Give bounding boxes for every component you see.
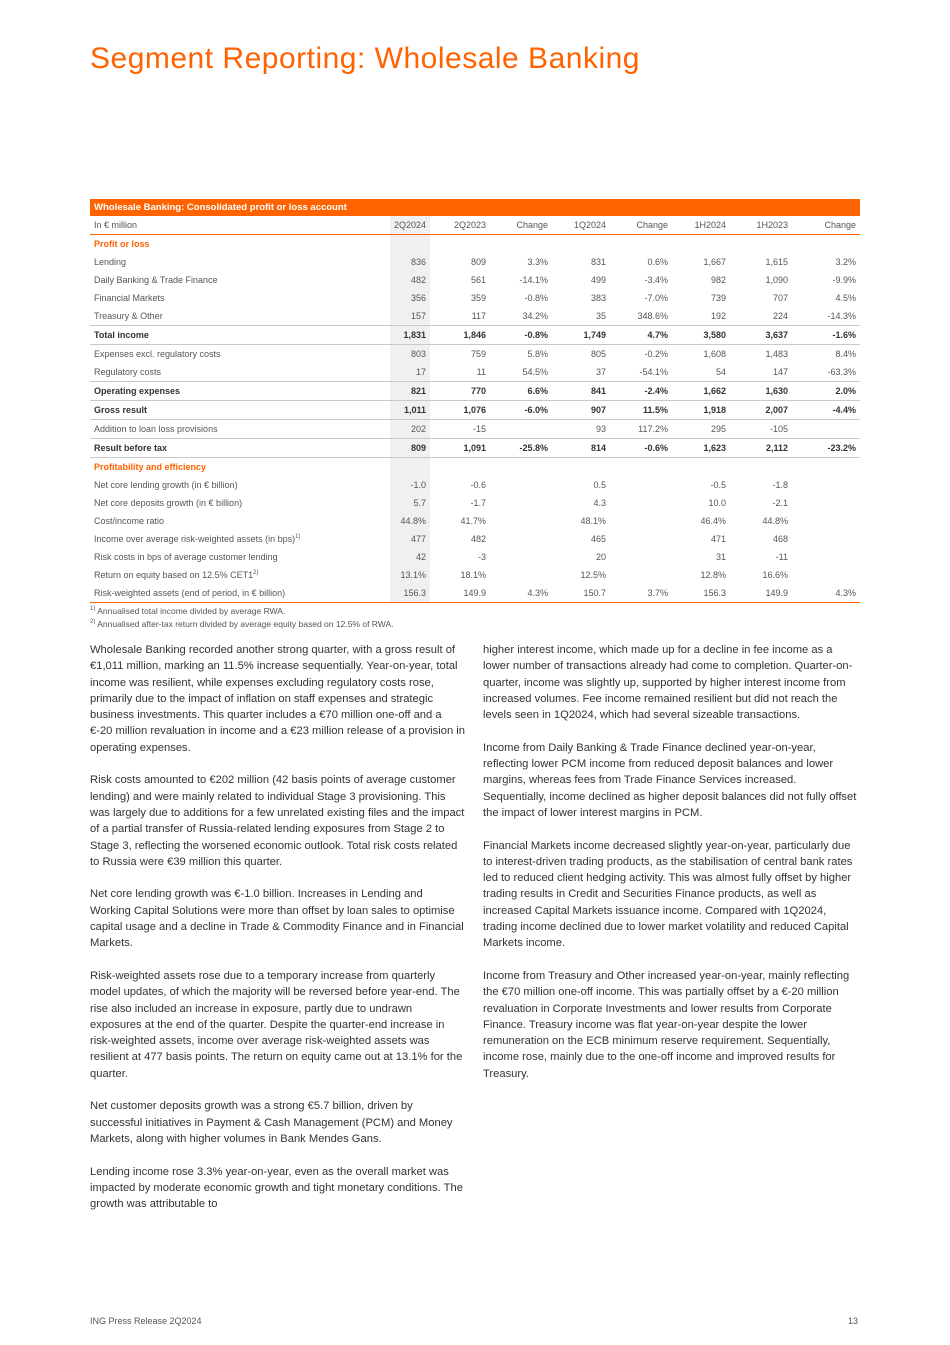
cell: 1,846 xyxy=(430,326,490,345)
cell xyxy=(610,476,672,494)
row-label: Net core deposits growth (in € billion) xyxy=(94,498,243,508)
cell: 1,749 xyxy=(552,326,610,345)
table-row xyxy=(90,530,860,548)
cell: 1,483 xyxy=(730,345,792,364)
paragraph: Risk-weighted assets rose due to a temporary increase from quarterly model updates, of which the majority will be reversed before year-end. The rise also included an increase in exposure, partly due to undrawn exposures at the end of the quarter. Despite the quarter-end increase in risk-weighted assets, income over average risk-weighted assets was resilient at 477 basis points. The return on equity came out at 13.1% for the quarter. xyxy=(90,969,463,1080)
cell: -9.9% xyxy=(832,275,856,285)
cell: 156.3 xyxy=(390,584,430,603)
cell: 356 xyxy=(390,289,430,307)
cell: 465 xyxy=(590,534,606,544)
cell: 841 xyxy=(552,382,610,401)
table-row xyxy=(90,307,860,326)
table-row xyxy=(90,271,860,289)
paragraph: higher interest income, which made up for a decline in fee income as a lower number of transactions already had come to completion. Quarter-on-quarter, income was slightly up, supported by higher interest income from increased volumes. Fee income remained resilient but did not reach the levels seen in 1Q2024, which had several sizeable transactions. xyxy=(483,644,853,722)
table-row xyxy=(90,253,860,271)
cell: 3.3% xyxy=(527,257,548,267)
footnote xyxy=(90,617,860,630)
cell: 805 xyxy=(552,345,610,364)
table-row-total xyxy=(90,326,860,345)
cell: 1,623 xyxy=(672,439,730,458)
cell: 1,615 xyxy=(765,257,788,267)
column-header: 1Q2024 xyxy=(552,216,610,235)
cell: 41.7% xyxy=(460,516,486,526)
cell: 482 xyxy=(390,271,430,289)
cell xyxy=(792,530,860,548)
paragraph: Income from Treasury and Other increased year-on-year, mainly reflecting the €70 million one-off income. This was partially offset by a €-20 million revaluation in Corporate Investments and lower results from Corporate Finance. Treasury income was flat year-on-year despite the lower remuneration on the ECB minimum reserve requirement. Sequentially, income rose, mainly due to the one-off income and improved results for Treasury. xyxy=(483,969,850,1080)
cell xyxy=(490,566,552,584)
row-label: Financial Markets xyxy=(94,293,165,303)
page-number: 13 xyxy=(847,1316,858,1326)
cell: -0.8% xyxy=(524,293,548,303)
cell xyxy=(610,530,672,548)
cell: 809 xyxy=(470,257,486,267)
cell xyxy=(792,476,860,494)
cell: 44.8% xyxy=(762,516,788,526)
cell: 3,637 xyxy=(730,326,792,345)
cell: 468 xyxy=(772,534,788,544)
page-title: Segment Reporting: Wholesale Banking xyxy=(90,42,640,75)
cell: 4.3% xyxy=(792,584,860,603)
paragraph: Financial Markets income decreased slightly year-on-year, particularly due to interest-driven trading products, as the stabilisation of central bank rates led to reduced client hedging activity. This was almost fully offset by higher trading results in Credit and Securities Finance products, as well as increased Capital Markets issuance income. Compared with 1Q2024, trading income declined due to lower market volatility and reduced Capital Markets income. xyxy=(483,839,853,950)
cell xyxy=(610,548,672,566)
cell: -2.4% xyxy=(610,382,672,401)
cell: 117 xyxy=(471,311,486,321)
cell: 1,608 xyxy=(672,345,730,364)
column-header: Change xyxy=(490,216,552,235)
table-title: Wholesale Banking: Consolidated profit or loss account xyxy=(90,199,860,216)
cell: -0.6 xyxy=(470,480,486,490)
cell: -1.7 xyxy=(470,498,486,508)
row-label: Operating expenses xyxy=(90,382,390,401)
column-header: Change xyxy=(610,216,672,235)
cell: 499 xyxy=(590,275,606,285)
cell: 37 xyxy=(595,367,606,377)
cell: 1,076 xyxy=(430,401,490,420)
paragraph: Net core lending growth was €-1.0 billion. Increases in Lending and Working Capital Solutions were more than offset by loan sales to optimise capital usage and a decline in Trade & Commodity Finance and in Financial Markets. xyxy=(90,888,464,950)
cell: 4.3 xyxy=(593,498,606,508)
cell xyxy=(792,548,860,566)
row-label: Net core lending growth (in € billion) xyxy=(94,480,238,490)
cell: 1,091 xyxy=(430,439,490,458)
cell: 149.9 xyxy=(730,584,792,603)
cell: 11 xyxy=(476,367,486,377)
cell: 707 xyxy=(772,293,788,303)
row-label: Lending xyxy=(94,257,127,267)
cell: 4.7% xyxy=(610,326,672,345)
footnote-text: Annualised after-tax return divided by average equity based on 12.5% of RWA. xyxy=(97,618,394,629)
cell: 20 xyxy=(595,552,606,562)
cell: 147 xyxy=(772,367,788,377)
footnote-marker: 2) xyxy=(253,570,259,576)
cell: -23.2% xyxy=(792,439,860,458)
column-header: Change xyxy=(792,216,860,235)
paragraph: Risk costs amounted to €202 million (42 basis points of average customer lending) and were mainly related to individual Stage 3 provisioning. This was largely due to additions for a few unrelated existing files and the impact of a partial transfer of Russia-related lending exposures from Stage 2 to Stage 3, reflecting the worsened economic outlook. Total risk costs related to Russia were €39 million this quarter. xyxy=(90,774,465,868)
cell: 6.6% xyxy=(490,382,552,401)
cell: 295 xyxy=(672,420,730,439)
column-header: In € million xyxy=(90,216,390,235)
cell: 35 xyxy=(595,311,606,321)
cell: 156.3 xyxy=(672,584,730,603)
cell: -63.3% xyxy=(827,367,856,377)
cell: 770 xyxy=(430,382,490,401)
cell: 803 xyxy=(390,345,430,364)
cell: 809 xyxy=(390,439,430,458)
cell: 17 xyxy=(390,363,430,382)
cell: -3 xyxy=(477,552,486,562)
cell: -0.2% xyxy=(610,345,672,364)
cell: 759 xyxy=(430,345,490,364)
cell: 5.8% xyxy=(490,345,552,364)
table-row xyxy=(90,548,860,566)
cell: 54 xyxy=(715,367,726,377)
cell: 2,112 xyxy=(730,439,792,458)
row-label xyxy=(90,566,390,584)
cell: -2.1 xyxy=(772,498,788,508)
cell xyxy=(490,476,552,494)
table-row xyxy=(90,289,860,307)
cell: -25.8% xyxy=(490,439,552,458)
table-row-total xyxy=(90,439,860,458)
row-label: Gross result xyxy=(90,401,390,420)
table-row xyxy=(90,566,860,584)
cell xyxy=(792,494,860,512)
cell: -15 xyxy=(430,420,490,439)
table-row xyxy=(90,494,860,512)
table-row xyxy=(90,420,860,439)
cell: 982 xyxy=(710,275,726,285)
table-row xyxy=(90,476,860,494)
paragraph: Net customer deposits growth was a strong €5.7 billion, driven by successful initiatives in Payment & Cash Management (PCM) and Money Markets, along with higher volumes in Bank Mendes Gans. xyxy=(90,1100,453,1145)
cell: -105 xyxy=(730,420,792,439)
cell: 31 xyxy=(715,552,726,562)
cell xyxy=(792,566,860,584)
footnote-marker: 1) xyxy=(90,606,96,612)
cell: -1.6% xyxy=(792,326,860,345)
cell: 8.4% xyxy=(792,345,860,364)
cell: -3.4% xyxy=(644,275,668,285)
section-row xyxy=(90,235,860,254)
cell: 18.1% xyxy=(460,570,486,580)
cell: 348.6% xyxy=(637,311,668,321)
cell xyxy=(490,494,552,512)
paragraph: Income from Daily Banking & Trade Finance declined year-on-year, reflecting lower PCM income from reduced deposit balances and lower margins, whereas fees from Trade Finance Services increased. Sequentially, income declined as higher deposit balances did not fully offset the impact of lower interest margins in PCM. xyxy=(483,741,857,819)
cell: 383 xyxy=(590,293,606,303)
cell: -54.1% xyxy=(639,367,668,377)
cell: 1,831 xyxy=(390,326,430,345)
cell: -1.8 xyxy=(772,480,788,490)
cell: 202 xyxy=(390,420,430,439)
row-label: Cost/income ratio xyxy=(94,516,165,526)
cell: 2,007 xyxy=(730,401,792,420)
cell: 359 xyxy=(470,293,486,303)
column-header: 2Q2024 xyxy=(390,216,430,235)
paragraph: Lending income rose 3.3% year-on-year, even as the overall market was impacted by moderate economic growth and tight monetary conditions. The growth was attributable to xyxy=(90,1165,463,1211)
body-column-left xyxy=(90,642,465,1229)
cell: 3,580 xyxy=(672,326,730,345)
cell: -1.0 xyxy=(390,476,430,494)
cell: 10.0 xyxy=(708,498,726,508)
cell: 13.1% xyxy=(390,566,430,584)
row-label: Daily Banking & Trade Finance xyxy=(94,275,218,285)
cell: 814 xyxy=(552,439,610,458)
cell: 471 xyxy=(710,534,726,544)
section-label: Profitability and efficiency xyxy=(90,458,390,477)
row-label: Regulatory costs xyxy=(94,367,162,377)
row-label: Treasury & Other xyxy=(94,311,163,321)
cell: 0.6% xyxy=(647,257,668,267)
cell: 821 xyxy=(390,382,430,401)
cell: 1,667 xyxy=(703,257,726,267)
cell: -11 xyxy=(775,552,788,562)
cell: -4.4% xyxy=(792,401,860,420)
cell: 149.9 xyxy=(430,584,490,603)
cell: -0.6% xyxy=(610,439,672,458)
cell: 46.4% xyxy=(700,516,726,526)
footnote-marker: 2) xyxy=(90,618,96,625)
cell xyxy=(490,420,552,439)
cell: 1,662 xyxy=(672,382,730,401)
footnote xyxy=(90,604,860,617)
cell: 4.5% xyxy=(835,293,856,303)
cell: 1,011 xyxy=(390,401,430,420)
row-label: Risk costs in bps of average customer lending xyxy=(94,552,278,562)
column-header: 1H2024 xyxy=(672,216,730,235)
cell: 1,918 xyxy=(672,401,730,420)
cell: 12.8% xyxy=(700,570,726,580)
section-label: Profit or loss xyxy=(94,239,150,249)
cell xyxy=(490,530,552,548)
row-label: Total income xyxy=(90,326,390,345)
column-header: 2Q2023 xyxy=(430,216,490,235)
row-label-text: Income over average risk-weighted assets (in bps) xyxy=(94,534,296,544)
section-row xyxy=(90,458,860,477)
cell: 739 xyxy=(710,293,726,303)
footer-publication: ING Press Release 2Q2024 xyxy=(90,1316,202,1326)
cell: -7.0% xyxy=(644,293,668,303)
cell: 907 xyxy=(552,401,610,420)
cell: 5.7 xyxy=(390,494,430,512)
cell xyxy=(792,420,860,439)
row-label-text: Return on equity based on 12.5% CET1 xyxy=(94,570,254,580)
body-column-right xyxy=(483,642,858,1098)
cell: -6.0% xyxy=(490,401,552,420)
row-label: Risk-weighted assets (end of period, in € billion) xyxy=(90,584,390,603)
table-row xyxy=(90,584,860,603)
cell: 150.7 xyxy=(552,584,610,603)
table-row xyxy=(90,512,860,530)
cell xyxy=(610,512,672,530)
cell: 561 xyxy=(470,275,486,285)
table-header-row xyxy=(90,216,860,235)
profit-loss-grid xyxy=(90,216,860,603)
cell xyxy=(792,512,860,530)
cell xyxy=(610,566,672,584)
cell: 482 xyxy=(470,534,486,544)
cell: 831 xyxy=(590,257,606,267)
cell: 44.8% xyxy=(390,512,430,530)
table-footnotes xyxy=(90,604,860,630)
row-label: Expenses excl. regulatory costs xyxy=(90,345,390,364)
cell xyxy=(490,548,552,566)
cell: 477 xyxy=(390,530,430,548)
row-label: Result before tax xyxy=(90,439,390,458)
row-label: Addition to loan loss provisions xyxy=(90,420,390,439)
cell: 54.5% xyxy=(522,367,548,377)
cell: 2.0% xyxy=(792,382,860,401)
table-row xyxy=(90,363,860,382)
cell: 42 xyxy=(390,548,430,566)
cell: 192 xyxy=(710,311,726,321)
cell: -0.8% xyxy=(490,326,552,345)
cell xyxy=(610,494,672,512)
cell: 16.6% xyxy=(762,570,788,580)
cell: 157 xyxy=(390,307,430,326)
cell: -14.3% xyxy=(827,311,856,321)
cell: 1,630 xyxy=(730,382,792,401)
cell: 3.2% xyxy=(835,257,856,267)
table-row-total xyxy=(90,401,860,420)
cell: 48.1% xyxy=(580,516,606,526)
profit-loss-table xyxy=(90,199,860,630)
cell: 0.5 xyxy=(593,480,606,490)
column-header: 1H2023 xyxy=(730,216,792,235)
footnote-marker: 1) xyxy=(295,534,301,540)
cell: 3.7% xyxy=(610,584,672,603)
cell: -0.5 xyxy=(710,480,726,490)
cell: 34.2% xyxy=(522,311,548,321)
footnote-text: Annualised total income divided by average RWA. xyxy=(97,605,286,616)
cell: 12.5% xyxy=(580,570,606,580)
table-row xyxy=(90,345,860,364)
cell: 1,090 xyxy=(765,275,788,285)
cell: 4.3% xyxy=(490,584,552,603)
cell: 836 xyxy=(390,253,430,271)
cell xyxy=(490,512,552,530)
table-row-total xyxy=(90,382,860,401)
cell: 11.5% xyxy=(610,401,672,420)
cell: 224 xyxy=(772,311,788,321)
paragraph: Wholesale Banking recorded another strong quarter, with a gross result of €1,011 million, marking an 11.5% increase sequentially. Year-on-year, total income was resilient, while expenses excluding regulatory costs rose, primarily due to the impact of inflation on staff expenses and strategic business investments. This quarter includes a €70 million one-off and a €-20 million revaluation in income and a €23 million release of a provision in operating expenses. xyxy=(90,644,465,754)
row-label xyxy=(90,530,390,548)
cell: -14.1% xyxy=(519,275,548,285)
cell: 93 xyxy=(552,420,610,439)
cell: 117.2% xyxy=(610,420,672,439)
